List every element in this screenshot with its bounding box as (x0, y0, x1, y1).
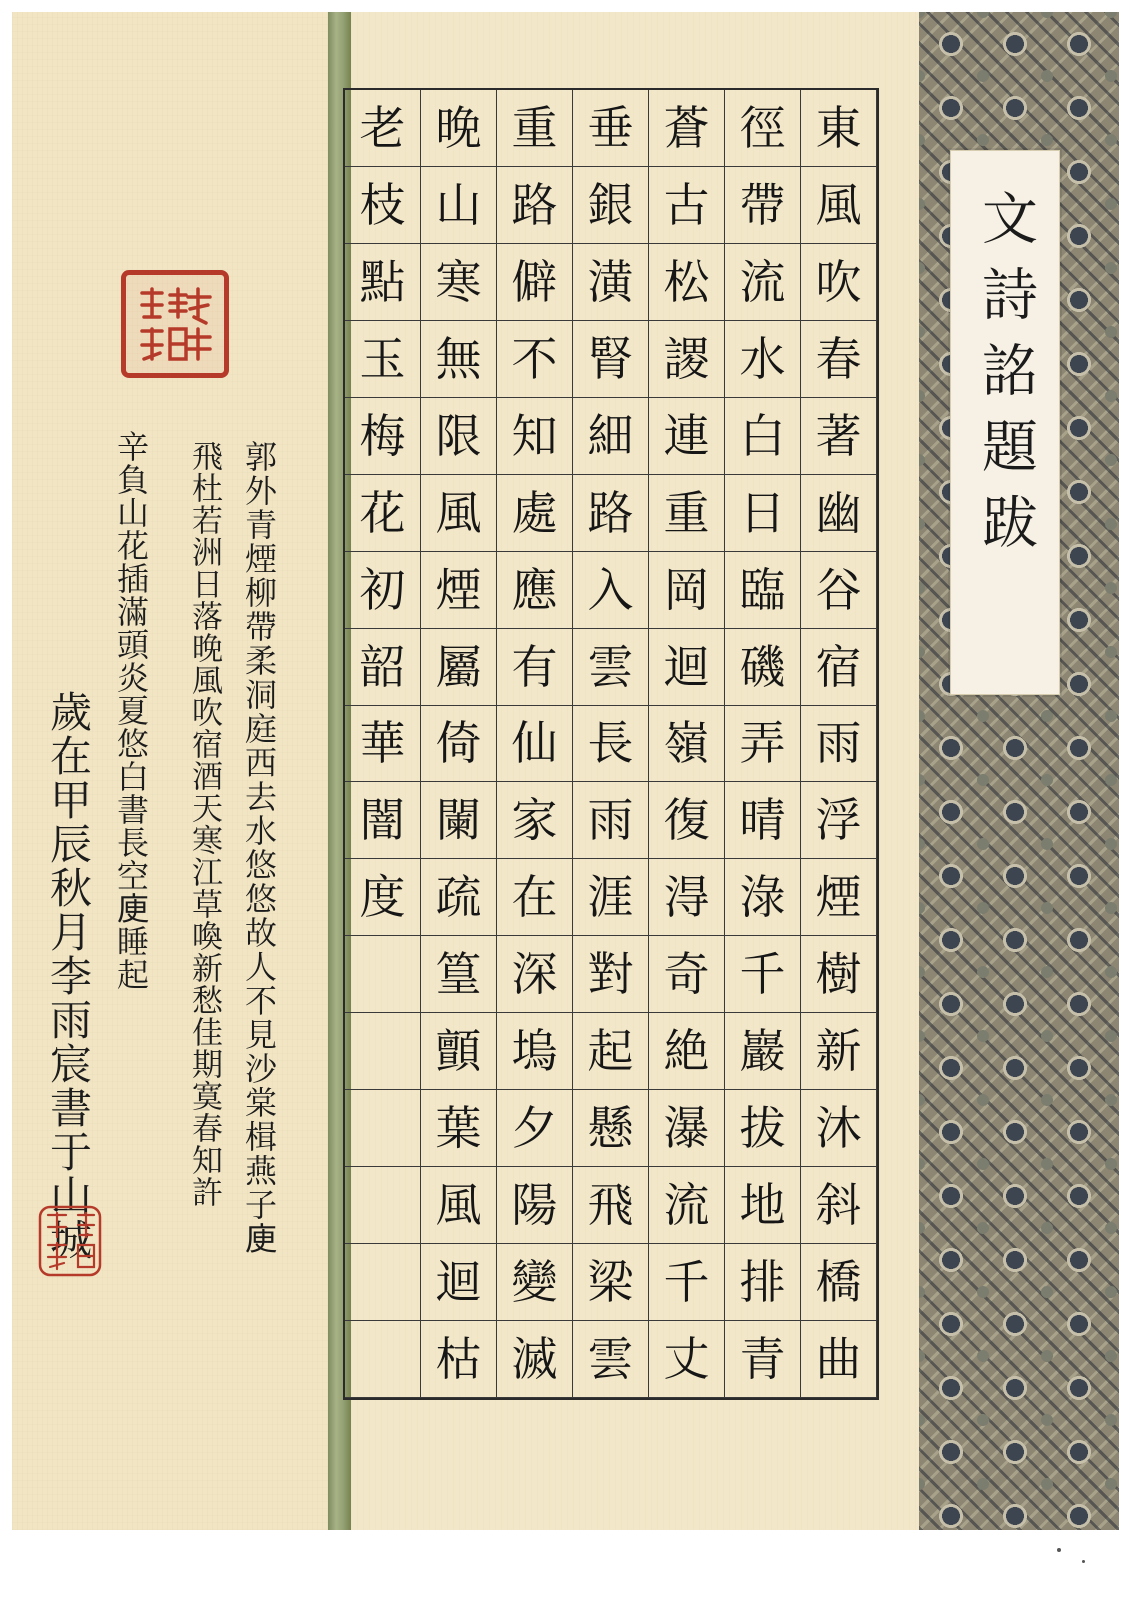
grid-cell: 巖 (725, 1013, 801, 1090)
speck (1057, 1548, 1061, 1552)
grid-cell: 葉 (421, 1090, 497, 1167)
grid-cell: 連 (649, 398, 725, 475)
grid-cell: 不 (497, 321, 573, 398)
grid-cell: 嶺 (649, 706, 725, 783)
grid-cell: 長 (573, 706, 649, 783)
grid-cell: 雨 (801, 706, 877, 783)
grid-cell: 復 (649, 782, 725, 859)
grid-cell: 幽 (801, 475, 877, 552)
grid-cell: 浮 (801, 782, 877, 859)
grid-cell: 流 (649, 1167, 725, 1244)
grid-cell: 知 (497, 398, 573, 475)
grid-cell: 夕 (497, 1090, 573, 1167)
grid-cell: 枯 (421, 1321, 497, 1398)
grid-cell (345, 1321, 421, 1398)
grid-cell: 腎 (573, 321, 649, 398)
grid-cell: 路 (497, 167, 573, 244)
grid-cell: 絶 (649, 1013, 725, 1090)
grid-cell: 曲 (801, 1321, 877, 1398)
grid-cell: 弄 (725, 706, 801, 783)
grid-cell: 處 (497, 475, 573, 552)
grid-cell: 倚 (421, 706, 497, 783)
grid-cell: 著 (801, 398, 877, 475)
grid-cell: 晴 (725, 782, 801, 859)
grid-cell: 蒼 (649, 90, 725, 167)
grid-cell: 帶 (725, 167, 801, 244)
grid-cell: 水 (725, 321, 801, 398)
grid-cell: 應 (497, 552, 573, 629)
seal-glyphs-icon (130, 279, 220, 369)
grid-cell: 淥 (725, 859, 801, 936)
grid-cell: 松 (649, 244, 725, 321)
grid-cell: 闌 (421, 782, 497, 859)
grid-cell: 起 (573, 1013, 649, 1090)
grid-cell: 飛 (573, 1167, 649, 1244)
grid-cell: 淂 (649, 859, 725, 936)
grid-cell: 山 (421, 167, 497, 244)
grid-cell: 無 (421, 321, 497, 398)
grid-cell: 華 (345, 706, 421, 783)
grid-cell: 入 (573, 552, 649, 629)
grid-cell: 風 (421, 1167, 497, 1244)
grid-cell: 樹 (801, 936, 877, 1013)
grid-cell: 有 (497, 629, 573, 706)
grid-cell: 闇 (345, 782, 421, 859)
title-label (950, 150, 1060, 695)
inscription-line-3: 辛負山花插滿頭炎夏悠白書長空𢈔睡起 (112, 430, 150, 991)
grid-cell: 東 (801, 90, 877, 167)
grid-cell: 篁 (421, 936, 497, 1013)
grid-cell (345, 1013, 421, 1090)
grid-cell: 梁 (573, 1244, 649, 1321)
grid-cell: 雲 (573, 1321, 649, 1398)
grid-cell: 枝 (345, 167, 421, 244)
grid-cell: 排 (725, 1244, 801, 1321)
grid-cell: 迴 (421, 1244, 497, 1321)
title-text: 文詩詺題跋 (973, 189, 1038, 569)
grid-cell: 吹 (801, 244, 877, 321)
grid-cell: 滅 (497, 1321, 573, 1398)
grid-cell: 度 (345, 859, 421, 936)
grid-cell: 奇 (649, 936, 725, 1013)
grid-cell (345, 936, 421, 1013)
grid-cell: 仙 (497, 706, 573, 783)
grid-cell: 重 (497, 90, 573, 167)
grid-cell: 日 (725, 475, 801, 552)
grid-cell (345, 1244, 421, 1321)
grid-cell: 點 (345, 244, 421, 321)
grid-cell: 塢 (497, 1013, 573, 1090)
grid-cell: 橋 (801, 1244, 877, 1321)
inscription-line-2: 飛杜若洲日落晚風吹宿酒天寒江草喚新愁佳期寞春知許 (186, 440, 222, 1208)
grid-cell: 顫 (421, 1013, 497, 1090)
grid-cell: 迴 (649, 629, 725, 706)
grid-cell: 花 (345, 475, 421, 552)
grid-cell: 在 (497, 859, 573, 936)
grid-cell: 雨 (573, 782, 649, 859)
grid-cell: 僻 (497, 244, 573, 321)
artist-seal-icon (38, 1205, 102, 1277)
grid-cell: 家 (497, 782, 573, 859)
grid-cell: 深 (497, 936, 573, 1013)
grid-cell: 沐 (801, 1090, 877, 1167)
grid-cell: 細 (573, 398, 649, 475)
signature-line: 歲在甲辰秋月李雨宸書于山城 (44, 690, 93, 1262)
grid-cell: 玉 (345, 321, 421, 398)
grid-cell: 謖 (649, 321, 725, 398)
grid-cell: 白 (725, 398, 801, 475)
grid-cell: 古 (649, 167, 725, 244)
grid-cell: 銀 (573, 167, 649, 244)
grid-cell: 屬 (421, 629, 497, 706)
poem-grid (343, 88, 879, 1400)
grid-cell: 懸 (573, 1090, 649, 1167)
grid-cell: 重 (649, 475, 725, 552)
grid-cell: 宿 (801, 629, 877, 706)
grid-cell: 潢 (573, 244, 649, 321)
grid-cell: 限 (421, 398, 497, 475)
grid-cell: 拔 (725, 1090, 801, 1167)
grid-cell: 地 (725, 1167, 801, 1244)
grid-cell: 徑 (725, 90, 801, 167)
grid-cell: 煙 (421, 552, 497, 629)
grid-cell: 陽 (497, 1167, 573, 1244)
grid-cell: 晚 (421, 90, 497, 167)
grid-cell: 老 (345, 90, 421, 167)
speck (1082, 1560, 1085, 1563)
grid-cell: 變 (497, 1244, 573, 1321)
grid-cell (345, 1090, 421, 1167)
collector-seal (121, 270, 229, 378)
grid-cell: 斜 (801, 1167, 877, 1244)
grid-cell: 丈 (649, 1321, 725, 1398)
grid-cell: 疏 (421, 859, 497, 936)
artist-seal (38, 1205, 102, 1277)
grid-cell: 垂 (573, 90, 649, 167)
grid-cell: 涯 (573, 859, 649, 936)
grid-cell: 谷 (801, 552, 877, 629)
grid-cell: 瀑 (649, 1090, 725, 1167)
grid-cell: 風 (421, 475, 497, 552)
grid-cell: 臨 (725, 552, 801, 629)
grid-cell: 千 (649, 1244, 725, 1321)
grid-cell: 寒 (421, 244, 497, 321)
grid-cell: 流 (725, 244, 801, 321)
grid-cell: 青 (725, 1321, 801, 1398)
grid-cell: 新 (801, 1013, 877, 1090)
grid-cell: 初 (345, 552, 421, 629)
grid-cell: 岡 (649, 552, 725, 629)
grid-cell: 風 (801, 167, 877, 244)
grid-cell: 路 (573, 475, 649, 552)
grid-cell: 雲 (573, 629, 649, 706)
inscription-line-1: 郭外青煙柳帶柔洞庭西去水悠悠故人不見沙棠楫燕子𢈔 (240, 440, 278, 1256)
grid-cell: 磯 (725, 629, 801, 706)
grid-cell: 春 (801, 321, 877, 398)
grid-cell: 對 (573, 936, 649, 1013)
grid-cell: 千 (725, 936, 801, 1013)
grid-cell (345, 1167, 421, 1244)
grid-cell: 韶 (345, 629, 421, 706)
grid-cell: 煙 (801, 859, 877, 936)
grid-cell: 梅 (345, 398, 421, 475)
